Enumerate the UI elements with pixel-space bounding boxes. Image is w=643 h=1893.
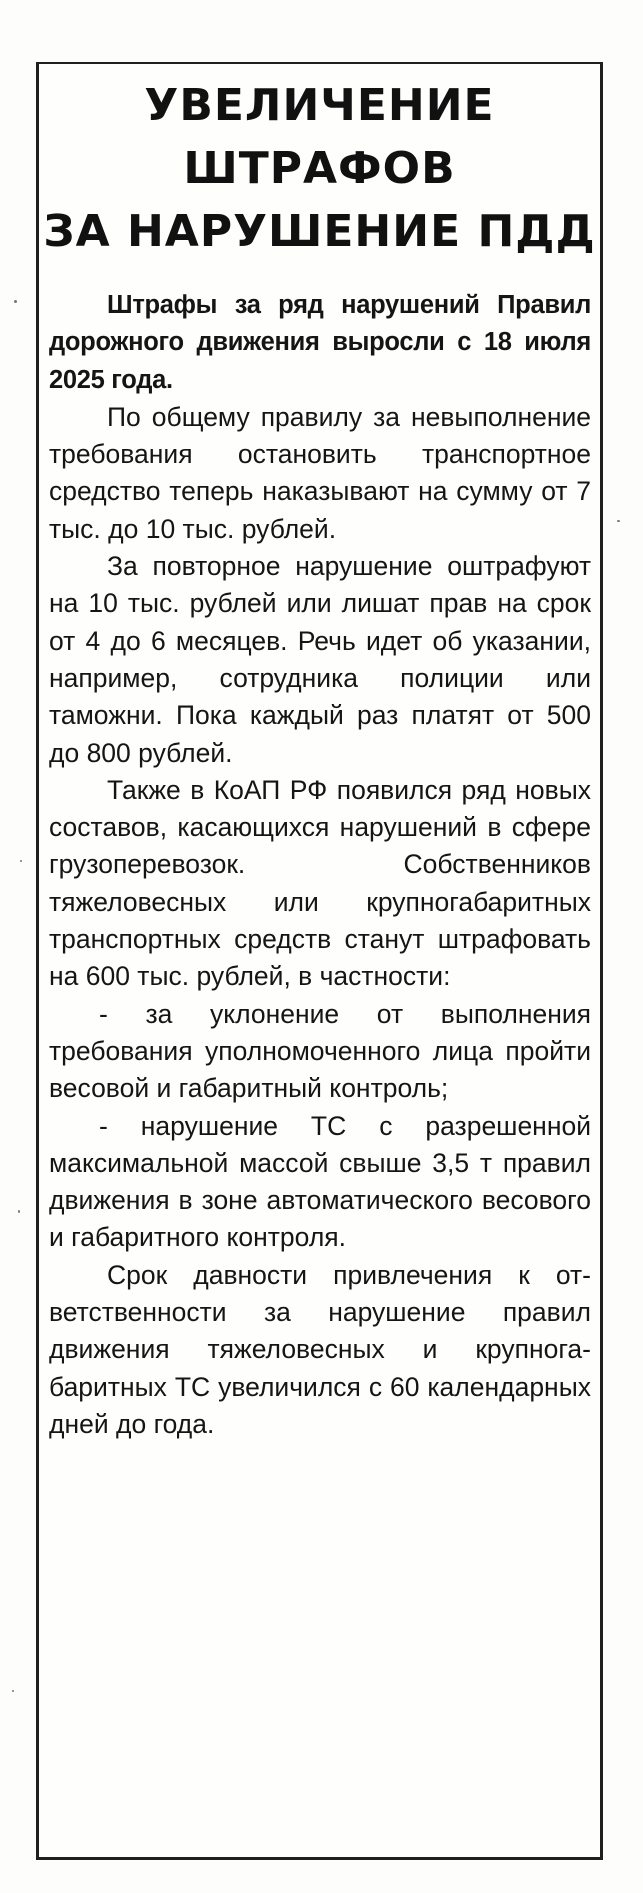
article-body xyxy=(49,287,591,1443)
headline-line-3: ЗА НАРУШЕНИЕ ПДД xyxy=(43,206,596,257)
scan-speck xyxy=(20,860,22,862)
scan-speck xyxy=(12,1690,14,1692)
headline-line-1: УВЕЛИЧЕНИЕ xyxy=(144,80,495,131)
article-frame xyxy=(36,62,603,1860)
body-paragraph: Также в КоАП РФ появился ряд новых составов, касающихся нарушений в сфере грузоперевозок. Собственников тяжеловесных или крупногабаритных транспортных средств станут штрафовать на 600 тыс. рублей, в частности: xyxy=(49,774,591,992)
article-headline xyxy=(39,74,600,263)
scan-speck xyxy=(18,1210,20,1213)
list-item: - нарушение ТС с разрешенной максимальной массой свыше 3,5 т правил движения в зоне автоматического весового и габаритного контроля. xyxy=(49,1110,591,1253)
list-item: - за уклонение от выполнения требования уполномоченного лица пройти весовой и габаритный контроль; xyxy=(49,998,591,1104)
scan-speck xyxy=(14,300,17,303)
body-paragraph: За повторное нарушение оштрафуют на 10 тыс. рублей или лишат прав на срок от 4 до 6 месяцев. Речь идет об указании, например, сотрудника полиции или таможни. Пока каждый раз платят от 500 до 800 рублей. xyxy=(49,551,591,768)
headline-line-2: ШТРАФОВ xyxy=(183,143,456,194)
body-paragraph: По общему правилу за невыполнение требования остановить транспортное средство теперь наказывают на сумму от 7 тыс. до 10 тыс. рублей. xyxy=(49,401,591,544)
closing-paragraph: Срок давности привлечения к ответственности за нарушение правил движения тяжеловесных и крупногабаритных ТС увеличился с 60 календарных дней до года. xyxy=(49,1259,591,1439)
lead-paragraph: Штрафы за ряд нарушений Правил дорожного движения выросли с 18 июля 2025 года. xyxy=(49,291,591,394)
scan-speck xyxy=(617,520,620,522)
